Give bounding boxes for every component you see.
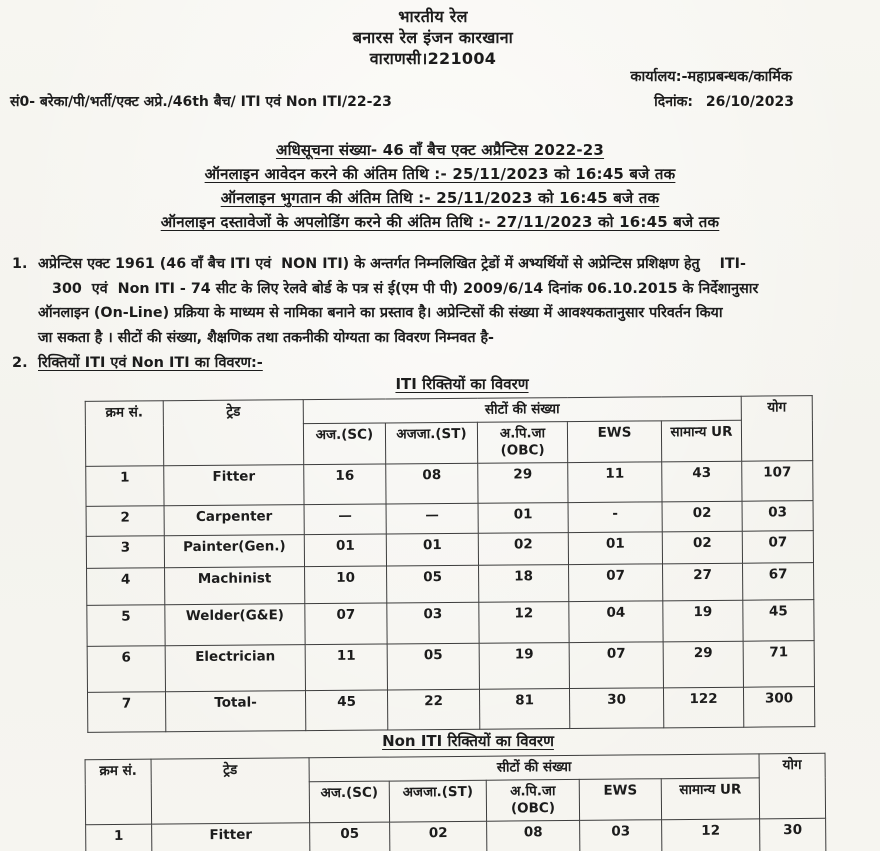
table-cell: Painter(Gen.) [164,535,304,568]
header-seats: सीटों की संख्या [303,396,741,423]
header-st: अजजा.(ST) [389,780,486,822]
date-group [646,92,794,111]
table-cell: 08 [386,463,478,504]
table-cell: 12 [479,602,569,644]
deadline-application: ऑनलाइन आवेदन करने की अंतिम तिथि :- 25/11/2023 को 16:45 बजे तक [204,165,676,183]
table-cell: Total- [165,691,305,732]
workshop-name: बनारस रेल इंजन कारखाना [352,28,514,47]
table-cell: 1 [86,466,164,507]
iti-table-title: ITI रिक्तियों का विवरण [395,375,529,393]
header-serial: क्रम सं. [85,759,152,825]
table-cell: 02 [478,533,568,566]
table-cell: 10 [305,566,387,604]
header-ews: EWS [567,421,661,463]
table-cell: 01 [386,533,478,566]
header-trade: ट्रेड [163,400,304,466]
table-cell: 27 [663,563,743,601]
table-row-total [87,687,814,733]
paragraph-2-text: रिक्तियों ITI एवं Non ITI का विवरण:- [38,355,263,371]
table-cell: 07 [305,603,387,645]
office-designation: कार्यालय:-महाप्रबन्धक/कार्मिक [630,69,792,85]
paragraph-1-text: अप्रेन्टिस एक्ट 1961 (46 वाँ बैच ITI एवं NON ITI) के अन्तर्गत निम्नलिखित ट्रेडों में अभ्यर्थियों से अप्रेन्टिस प्रशिक्षण हेतु ITI- [38,256,746,272]
table-cell: Welder(G&E) [165,604,305,646]
table-cell: 07 [742,531,813,564]
reference-number: सं0- बरेका/पी/भर्ती/एक्ट अप्रे./46th बैच/ ITI एवं Non ITI/22-23 [10,94,392,110]
table-cell: 71 [743,641,814,688]
table-cell: - [568,502,662,533]
date-label: दिनांक: [654,94,693,110]
paragraph-1-number: 1. [12,256,28,272]
header-ews: EWS [579,779,661,821]
paragraph-2 [12,352,263,372]
date-value: 26/10/2023 [705,94,794,110]
header-obc: अ.पि.जा (OBC) [486,779,579,821]
letterhead [0,6,866,69]
table-cell: 01 [478,503,568,534]
header-seats: सीटों की संख्या [309,754,759,782]
paragraph-1-line: जा सकता है । सीटों की संख्या, शैक्षणिक तथा तकनीकी योग्यता का विवरण निम्नवत है- [38,329,494,346]
notice-block [0,138,880,234]
table-cell: 07 [569,642,663,689]
table-cell: 16 [304,464,386,505]
table-cell: 03 [742,501,813,532]
header-trade: ट्रेड [151,758,310,824]
table-cell: 18 [479,565,569,603]
header-ur: सामान्य UR [661,420,741,462]
table-cell: Electrician [165,645,305,692]
paragraph-2-number: 2. [12,355,28,371]
table-cell: — [304,504,386,535]
table-cell: 03 [387,602,479,644]
table-cell: 01 [568,532,662,565]
header-obc: अ.पि.जा (OBC) [477,422,567,464]
organisation-name: भारतीय रेल [398,7,468,26]
table-cell: 122 [663,687,743,728]
table-cell: 04 [569,601,663,643]
table-row [87,563,814,606]
paragraph-1-line [12,252,872,277]
table-cell: 3 [86,536,164,569]
table-cell: 12 [662,819,760,851]
table-cell: 11 [305,644,387,691]
table-cell: 4 [87,568,165,606]
table-cell: 03 [580,820,662,851]
table-cell: 43 [662,461,742,502]
table-cell: 67 [743,563,814,601]
table-cell: — [386,503,478,534]
table-cell: 05 [387,565,479,603]
table-cell: 07 [569,564,663,602]
table-cell: 05 [310,822,390,851]
table-cell: 30 [569,688,663,729]
table-row [87,641,814,693]
city-pincode: वाराणसी।221004 [369,49,497,68]
table-cell: 02 [390,821,487,851]
table-cell: 107 [742,461,813,502]
header-total: योग [759,753,826,819]
non-iti-vacancy-table [85,753,827,851]
table-cell: 01 [304,534,386,567]
table-cell: 22 [387,689,479,730]
paragraph-1 [12,252,872,350]
table-cell: 02 [662,531,742,564]
table-cell: 19 [663,600,743,642]
table-cell: 05 [387,643,479,690]
table-cell: Carpenter [164,505,304,536]
table-cell: Machinist [165,567,305,605]
paragraph-1-line: 300 एवं Non ITI - 74 सीट के लिए रेलवे बोर्ड के पत्र सं ई(एम पी पी) 2009/6/14 दिनांक 06.10.2015 के निर्देशानुसार [52,280,759,297]
table-cell: 6 [87,646,165,693]
iti-vacancy-table [85,395,816,733]
table-cell: 29 [663,641,743,688]
table-cell: 5 [87,605,165,647]
table-row [86,461,813,507]
non-iti-table-title: Non ITI रिक्तियों का विवरण [382,732,554,750]
table-cell: Fitter [164,465,304,506]
notice-title: अधिसूचना संख्या- 46 वाँ बैच एक्ट अप्रैन्टिस 2022-23 [275,141,605,159]
table-row [87,600,814,647]
table-cell: 1 [86,824,152,851]
table-cell: 29 [478,463,568,504]
table-cell: 08 [487,820,580,851]
table-cell: 300 [743,687,814,728]
header-total: योग [741,396,813,462]
table-cell: 02 [662,501,742,532]
paragraph-1-line: ऑनलाइन (On-Line) प्रक्रिया के माध्यम से नामिका बनाने का प्रस्ताव है। अप्रेन्टिसों की संख्या में आवश्यकतानुसार परिवर्तन किया [38,305,723,321]
deadline-upload: ऑनलाइन दस्तावेजों के अपलोडिंग करने की अंतिम तिथि :- 27/11/2023 को 16:45 बजे तक [160,213,720,231]
header-ur: सामान्य UR [661,778,759,820]
header-sc: अज.(SC) [303,423,385,465]
table-cell: 45 [743,600,814,642]
table-cell: 81 [479,689,569,730]
deadline-payment: ऑनलाइन भुगतान की अंतिम तिथि :- 25/11/2023 को 16:45 बजे तक [220,189,660,207]
header-serial: क्रम सं. [85,401,164,467]
table-cell: Fitter [152,823,310,851]
header-st: अजजा.(ST) [385,422,477,464]
table-cell: 11 [568,462,662,503]
reference-date-row [10,92,794,111]
table-cell: 7 [87,692,165,733]
table-cell: 2 [86,506,164,537]
table-cell: 19 [479,643,569,690]
table-cell: 45 [305,690,387,731]
table-cell: 30 [760,818,826,851]
table-row [86,818,826,851]
header-sc: अज.(SC) [309,781,389,823]
